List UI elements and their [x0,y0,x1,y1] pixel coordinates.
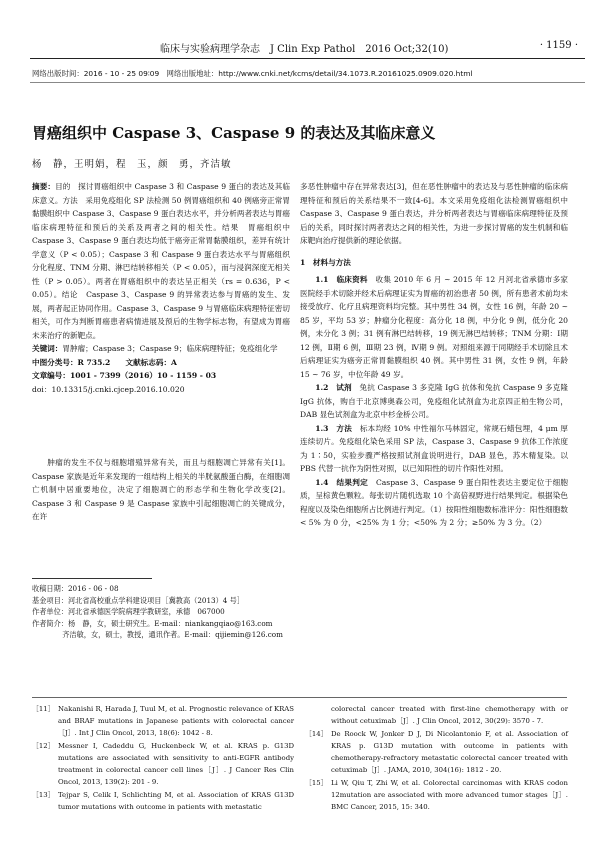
footnotes [32,583,290,641]
section-1-1: 1.1 临床资料 收集 2010 年 6 月 ~ 2015 年 12 月河北省承德市多家医院经手术切除并经术后病理证实为胃癌的初治患者 50 例，所有患者术前均未接受放疗、化疗且病理资料均完整。其中男性 34 例，女性 16 例，年龄 20 ~ 85 岁，平均 53 岁；肿瘤分化程度：高分化 18 例，中分化 9 例，低分化 20 例，未分化 3 例；31 例有淋巴结转移，19 例无淋巴结转移；TNM 分期：Ⅰ期 12 例，Ⅱ期 6 例，Ⅲ期 23 例，Ⅳ期 9 例。对照组来源于同期经手术切除且术后病理证实为癌旁正常胃黏膜组织 40 例。其中男性 31 例，女性 9 例，年龄 15 ~ 76 岁，中位年龄 49 岁。 [300,275,569,379]
section-1-4: 1.4 结果判定 Caspase 3、Caspase 9 蛋白阳性表达主要定位于细胞质，呈棕黄色颗粒。每张切片随机选取 10 个高倍视野进行结果判定。根据染色程度以及染色细胞所占比例进行判定。（1）按阳性细胞数标准评分：阳性细胞数 < 5% 为 0 分，<25% 为 1 分；<50% 为 2 分；≥50% 为 3 分。（2） [300,477,568,527]
reference-item: ［11］ Nakanishi R, Harada J, Tuul M, et al. Prognostic relevance of KRAS and BRAF mutations in Japanese patients with colorectal cancer［J］. Int J Clin Oncol, 2013, 18(6): 1042 - 8. [32,705,294,737]
authors: 杨 静，王明娟，程 玉，颜 勇，齐洁敏 [32,159,232,170]
affiliation: 作者单位：河北省承德医学院病理学教研室，承德 067000 [32,607,225,616]
reference-item: colorectal cancer treated with first-line chemotherapy with or without cetuximab［J］. J Clin Oncol, 2012, 30(29): 3570 - 7. [331,705,568,725]
keywords [32,342,290,356]
section-heading: 1 材料与方法 [300,257,351,267]
received-date: 收稿日期：2016 - 06 - 08 [32,584,119,593]
references-rule [32,697,567,698]
pubinfo-rule [30,82,585,83]
section-1-2: 1.2 试剂 兔抗 Caspase 3 多克隆 IgG 抗体和兔抗 Caspase 9 多克隆 IgG 抗体，购自于北京博奥森公司，免疫组化试剂盒为北京四正柏生物公司，DAB 显色试剂盒为北京中杉金桥公司。 [300,383,568,419]
classification-code: 中图分类号：R 735.2 文献标志码：A [32,357,177,367]
introduction [32,456,290,524]
journal-header: 临床与实验病理学杂志 J Clin Exp Pathol 2016 Oct;32(10) [160,44,449,55]
intro-paragraph: 肿瘤的发生不仅与细胞增殖异常有关，而且与细胞凋亡异常有关[1]。Caspase 家族是近年来发现的一组结构上相关的半胱氨酸蛋白酶，在细胞凋亡机制中居重要地位，决定了细胞凋亡的形态学和生物化学改变[2]。Caspase 3 和 Caspase 9 是 Caspase 家族中引起细胞凋亡的关键成分，在许 [32,458,290,521]
page-number: · 1159 · [539,40,578,51]
reference-item: ［14］ De Roock W, Jonker D J, Di Nicolantonio F, et al. Association of KRAS p. G13D mutation with outcome in patients with chemotherapy-refractory metastatic colorectal cancer treated with cetuximab［J］. JAMA, 2010, 304(16): 1812 - 20. [305,730,568,774]
abstract-text: 目的 探讨胃癌组织中 Caspase 3 和 Caspase 9 蛋白的表达及其临床意义。方法 采用免疫组化 SP 法检测 50 例胃癌组织和 40 例癌旁正常胃黏膜组织中 Caspase 3、Caspase 9 蛋白表达水平，并分析两者表达与胃癌临床病理特征和预后的关系及两者之间的相关性。结果 胃癌组织中 Caspase 3、Caspase 9 蛋白表达均低于癌旁正常胃黏膜组织，差异有统计学意义（P < 0.05）；Caspase 3 和 Caspase 9 蛋白表达水平与胃癌组织分化程度、TNM 分期、淋巴结转移相关（P < 0.05），而与浸润深度无相关性（P > 0.05）。两者在胃癌组织中的表达呈正相关（rs = 0.636，P < 0.05）。结论 Caspase 3、Caspase 9 的异常表达参与胃癌的发生、发展，两者起正协同作用。Caspase 3、Caspase 9 与胃癌临床病理特征密切相关，可作为判断胃癌患者病情进展及预后的生物学标志物，有望成为胃癌未来治疗的新靶点。 [32,182,291,340]
left-column [32,180,290,396]
footnote-rule [32,578,152,579]
author-bio: 作者简介：杨 静，女，硕士研究生。E-mail：niankangqiao@163.com [32,618,273,628]
abstract-label: 摘要： [32,182,56,191]
funding: 基金项目：河北省高校重点学科建设项目［冀教高（2013）4 号］ [32,595,245,605]
intro-continued: 多恶性肿瘤中存在异常表达[3]，但在恶性肿瘤中的表达及与恶性肿瘤的临床病理特征和预后的关系结果不一致[4-6]。本文采用免疫组化法检测胃癌组织中 Caspase 3、Caspase 9 蛋白表达，并分析两者表达与胃癌临床病理特征及预后的关系，同时探讨两者表达之间的相关性，为进一步探讨胃癌的发生机制和临床靶向治疗提供新的理论依据。 [300,182,568,245]
corresponding-author: 齐洁敏，女，硕士，教授，通讯作者。E-mail：qijiemin@126.com [62,630,283,639]
references-right [305,703,568,814]
article-title: 胃癌组织中 Caspase 3、Caspase 9 的表达及其临床意义 [32,124,436,142]
references-left [32,703,294,814]
reference-item: ［12］ Messner I, Cadeddu G, Huckenbeck W, et al. KRAS p. G13D mutations are associated with sensitivity to anti-EGFR antibody treatment in colorectal cancer cell lines［J］. J Cancer Res Clin Oncol, 2013, 139(2): 201 - 9. [32,742,294,786]
article-number: 文章编号：1001 - 7399（2016）10 - 1159 - 03 [32,371,217,380]
reference-item: ［13］ Tejpar S, Celik I, Schlichting M, et al. Association of KRAS G13D tumor mutations with outcome in patients with metastatic [32,791,294,811]
keywords-label: 关键词： [32,344,63,353]
header-rule [30,58,585,59]
abstract [32,180,290,342]
section-1-3: 1.3 方法 标本均经 10% 中性福尔马林固定，常规石蜡包埋，4 μm 厚连续切片。免疫组化染色采用 SP 法，Caspase 3、Caspase 9 抗体工作浓度为 1∶50，实验步骤严格按照试剂盒说明进行，DAB 显色，苏木精复染。以 PBS 代替一抗作为阴性对照，以已知阳性的切片作阳性对照。 [300,423,568,473]
keywords-text: 胃肿瘤；Caspase 3；Caspase 9；临床病理特征；免疫组化学 [62,344,278,353]
right-column [300,180,568,530]
online-publication-info: 网络出版时间：2016 - 10 - 25 09∶09 网络出版地址：http://www.cnki.net/kcms/detail/34.1073.R.20161025.0909.020.html [32,69,473,78]
running-header [10,40,590,58]
reference-item: ［15］ Li W, Qiu T, Zhi W, et al. Colorectal carcinomas with KRAS codon 12mutation are associated with more advanced tumor stages［J］. BMC Cancer, 2015, 15: 340. [305,779,568,811]
doi: doi：10.13315/j.cnki.cjcep.2016.10.020 [32,384,185,394]
